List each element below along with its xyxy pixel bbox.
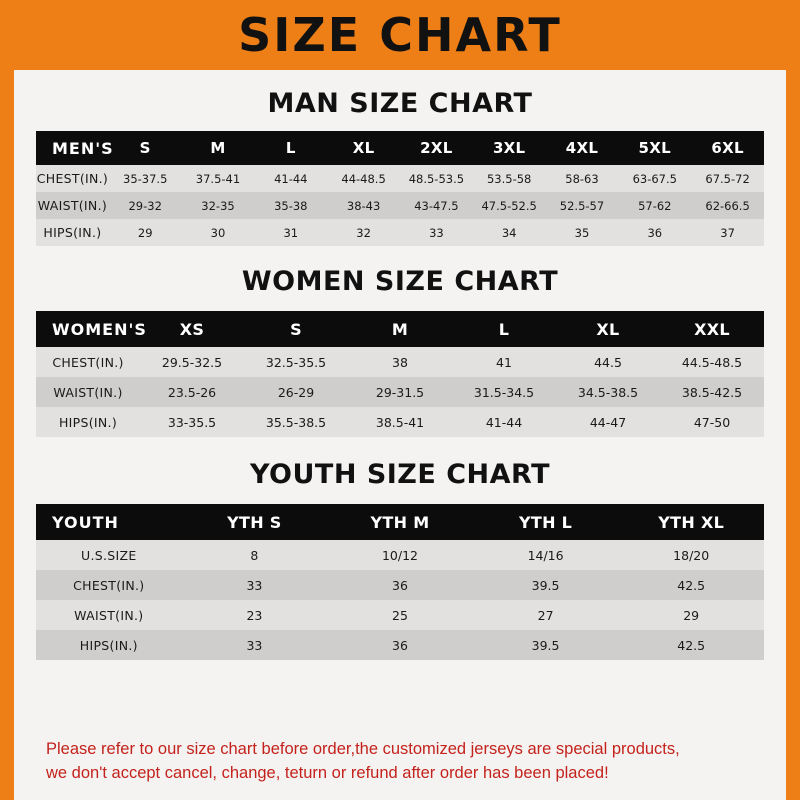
men-header-s: S <box>109 131 182 165</box>
table-header-row <box>36 504 764 540</box>
men-hips-4xl: 35 <box>546 219 619 246</box>
women-chest-xxl: 44.5-48.5 <box>660 347 764 377</box>
youth-waist-s: 23 <box>182 600 328 630</box>
men-waist-xl: 38-43 <box>327 192 400 219</box>
women-row-label-waist: WAIST(IN.) <box>36 377 140 407</box>
men-waist-m: 32-35 <box>182 192 255 219</box>
men-chest-2xl: 48.5-53.5 <box>400 165 473 192</box>
table-row <box>36 570 764 600</box>
youth-ussize-xl: 18/20 <box>618 540 764 570</box>
women-chest-m: 38 <box>348 347 452 377</box>
table-header-row <box>36 311 764 347</box>
women-chest-s: 32.5-35.5 <box>244 347 348 377</box>
men-header-label: MEN'S <box>36 131 109 165</box>
men-header-5xl: 5XL <box>618 131 691 165</box>
youth-row-label-waist: WAIST(IN.) <box>36 600 182 630</box>
men-hips-5xl: 36 <box>618 219 691 246</box>
women-hips-xl: 44-47 <box>556 407 660 437</box>
section-title-women: WOMEN SIZE CHART <box>241 266 559 297</box>
youth-header-s: YTH S <box>182 504 328 540</box>
order-policy-note-line1: Please refer to our size chart before order,the customized jerseys are special products, <box>46 740 680 759</box>
men-waist-4xl: 52.5-57 <box>546 192 619 219</box>
men-header-4xl: 4XL <box>546 131 619 165</box>
women-header-m: M <box>348 311 452 347</box>
women-size-table <box>36 311 764 437</box>
men-waist-5xl: 57-62 <box>618 192 691 219</box>
youth-size-table <box>36 504 764 660</box>
youth-header-l: YTH L <box>473 504 619 540</box>
table-row <box>36 407 764 437</box>
table-row <box>36 165 764 192</box>
women-header-s: S <box>244 311 348 347</box>
page-title: SIZE CHART <box>238 8 562 62</box>
men-waist-s: 29-32 <box>109 192 182 219</box>
women-header-xl: XL <box>556 311 660 347</box>
youth-hips-xl: 42.5 <box>618 630 764 660</box>
page-banner <box>14 0 786 70</box>
youth-chest-xl: 42.5 <box>618 570 764 600</box>
men-chest-xl: 44-48.5 <box>327 165 400 192</box>
section-title-men: MAN SIZE CHART <box>267 88 533 119</box>
youth-chest-m: 36 <box>327 570 473 600</box>
youth-ussize-l: 14/16 <box>473 540 619 570</box>
women-header-xxl: XXL <box>660 311 764 347</box>
youth-chest-s: 33 <box>182 570 328 600</box>
youth-hips-m: 36 <box>327 630 473 660</box>
men-hips-xl: 32 <box>327 219 400 246</box>
table-row <box>36 600 764 630</box>
youth-chest-l: 39.5 <box>473 570 619 600</box>
men-chest-4xl: 58-63 <box>546 165 619 192</box>
table-row <box>36 630 764 660</box>
youth-header-xl: YTH XL <box>618 504 764 540</box>
men-chest-m: 37.5-41 <box>182 165 255 192</box>
men-row-label-waist: WAIST(IN.) <box>36 192 109 219</box>
men-header-xl: XL <box>327 131 400 165</box>
table-row <box>36 377 764 407</box>
men-header-3xl: 3XL <box>473 131 546 165</box>
order-policy-note <box>28 730 772 800</box>
table-row <box>36 540 764 570</box>
women-header-xs: XS <box>140 311 244 347</box>
men-hips-2xl: 33 <box>400 219 473 246</box>
women-chest-xl: 44.5 <box>556 347 660 377</box>
men-row-label-chest: CHEST(IN.) <box>36 165 109 192</box>
youth-ussize-m: 10/12 <box>327 540 473 570</box>
women-waist-s: 26-29 <box>244 377 348 407</box>
order-policy-note-line2: we don't accept cancel, change, teturn or refund after order has been placed! <box>46 764 609 783</box>
men-chest-l: 41-44 <box>254 165 327 192</box>
women-waist-xs: 23.5-26 <box>140 377 244 407</box>
men-waist-6xl: 62-66.5 <box>691 192 764 219</box>
youth-ussize-s: 8 <box>182 540 328 570</box>
men-waist-2xl: 43-47.5 <box>400 192 473 219</box>
women-waist-m: 29-31.5 <box>348 377 452 407</box>
men-chest-3xl: 53.5-58 <box>473 165 546 192</box>
youth-waist-l: 27 <box>473 600 619 630</box>
chart-content <box>14 88 786 660</box>
men-chest-5xl: 63-67.5 <box>618 165 691 192</box>
table-row <box>36 192 764 219</box>
men-hips-3xl: 34 <box>473 219 546 246</box>
men-chest-6xl: 67.5-72 <box>691 165 764 192</box>
youth-hips-l: 39.5 <box>473 630 619 660</box>
section-title-youth: YOUTH SIZE CHART <box>249 459 551 490</box>
youth-waist-xl: 29 <box>618 600 764 630</box>
women-header-label: WOMEN'S <box>36 311 140 347</box>
men-hips-s: 29 <box>109 219 182 246</box>
youth-header-m: YTH M <box>327 504 473 540</box>
women-chest-xs: 29.5-32.5 <box>140 347 244 377</box>
youth-header-label: YOUTH <box>36 504 182 540</box>
women-header-l: L <box>452 311 556 347</box>
men-waist-3xl: 47.5-52.5 <box>473 192 546 219</box>
men-hips-m: 30 <box>182 219 255 246</box>
men-row-label-hips: HIPS(IN.) <box>36 219 109 246</box>
women-waist-xl: 34.5-38.5 <box>556 377 660 407</box>
men-hips-6xl: 37 <box>691 219 764 246</box>
youth-hips-s: 33 <box>182 630 328 660</box>
men-waist-l: 35-38 <box>254 192 327 219</box>
women-hips-xxl: 47-50 <box>660 407 764 437</box>
men-header-6xl: 6XL <box>691 131 764 165</box>
youth-row-label-chest: CHEST(IN.) <box>36 570 182 600</box>
men-header-2xl: 2XL <box>400 131 473 165</box>
women-chest-l: 41 <box>452 347 556 377</box>
table-header-row <box>36 131 764 165</box>
table-row <box>36 347 764 377</box>
youth-row-label-ussize: U.S.SIZE <box>36 540 182 570</box>
youth-row-label-hips: HIPS(IN.) <box>36 630 182 660</box>
women-row-label-chest: CHEST(IN.) <box>36 347 140 377</box>
women-hips-l: 41-44 <box>452 407 556 437</box>
women-waist-xxl: 38.5-42.5 <box>660 377 764 407</box>
table-row <box>36 219 764 246</box>
youth-waist-m: 25 <box>327 600 473 630</box>
women-hips-s: 35.5-38.5 <box>244 407 348 437</box>
men-size-table <box>36 131 764 246</box>
men-hips-l: 31 <box>254 219 327 246</box>
women-hips-xs: 33-35.5 <box>140 407 244 437</box>
men-chest-s: 35-37.5 <box>109 165 182 192</box>
women-waist-l: 31.5-34.5 <box>452 377 556 407</box>
men-header-m: M <box>182 131 255 165</box>
women-row-label-hips: HIPS(IN.) <box>36 407 140 437</box>
women-hips-m: 38.5-41 <box>348 407 452 437</box>
men-header-l: L <box>254 131 327 165</box>
